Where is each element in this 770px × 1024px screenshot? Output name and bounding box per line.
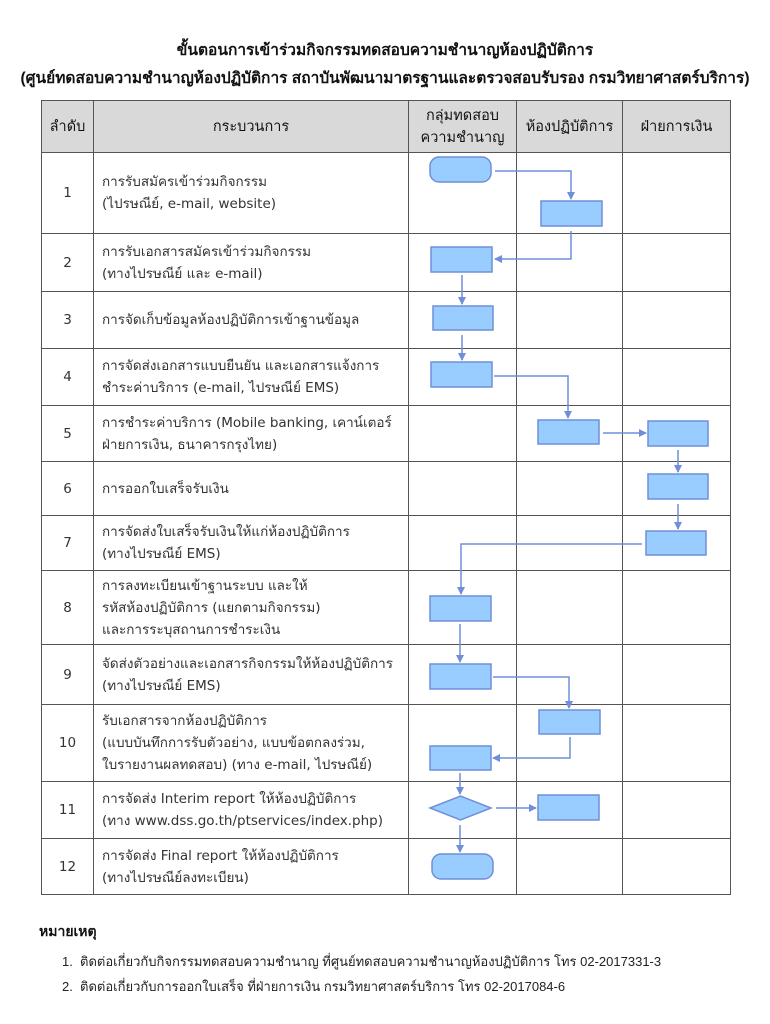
process-line: ชำระค่าบริการ (e-mail, ไปรษณีย์ EMS) [102,380,340,396]
lane-finance [623,645,731,705]
process-line: การจัดเก็บข้อมูลห้องปฏิบัติการเข้าฐานข้อมูล [102,312,360,328]
lane-lab [517,234,623,292]
table-row [42,406,731,462]
row-process [94,645,409,705]
lane-pt-group [409,292,517,349]
process-line: การจัดส่ง Interim report ให้ห้องปฏิบัติการ [102,791,357,807]
process-line: (ทาง www.dss.go.th/ptservices/index.php) [102,813,384,829]
row-number: 5 [42,406,94,462]
lane-finance [623,462,731,516]
lane-finance [623,292,731,349]
process-line: และการระบุสถานการชำระเงิน [102,621,281,638]
process-line: (ทางไปรษณีย์ EMS) [102,677,221,694]
lane-pt-group [409,349,517,406]
table-row [42,153,731,234]
lane-lab [517,705,623,782]
notes-heading: หมายเหตุ [39,923,97,939]
lane-pt-group [409,234,517,292]
lane-lab [517,571,623,645]
table-row [42,516,731,571]
row-process [94,349,409,406]
header-pt-group-line2: ความชำนาญ [420,129,505,146]
table-row [42,839,731,895]
lane-finance [623,782,731,839]
page-subtitle: (ศูนย์ทดสอบความชำนาญห้องปฏิบัติการ สถาบันพัฒนามาตรฐานและตรวจสอบรับรอง กรมวิทยาศาสตร์บริการ) [20,70,750,87]
process-line: การจัดส่งใบเสร็จรับเงินให้แก่ห้องปฏิบัติการ [102,524,350,540]
notes-list [62,949,661,999]
process-line: ฝ่ายการเงิน, ธนาคารกรุงไทย) [102,436,278,453]
lane-lab [517,516,623,571]
process-line: (ไปรษณีย์, e-mail, website) [102,196,277,212]
row-number: 7 [42,516,94,571]
row-process [94,571,409,645]
row-process [94,406,409,462]
row-number: 3 [42,292,94,349]
process-line: (แบบบันทึกการรับตัวอย่าง, แบบข้อตกลงร่วม, [102,735,365,751]
lane-pt-group [409,782,517,839]
row-process [94,782,409,839]
header-pt-group [409,101,517,153]
lane-pt-group [409,645,517,705]
row-number: 1 [42,153,94,234]
lane-pt-group [409,705,517,782]
row-process [94,153,409,234]
process-line: การออกใบเสร็จรับเงิน [102,480,229,497]
lane-finance [623,153,731,234]
lane-lab [517,406,623,462]
note-text: ติดต่อเกี่ยวกับกิจกรรมทดสอบความชำนาญ ที่ศูนย์ทดสอบความชำนาญห้องปฏิบัติการ โทร 02-2017331-3 [80,954,662,969]
row-number: 9 [42,645,94,705]
process-line: ใบรายงานผลทดสอบ) (ทาง e-mail, ไปรษณีย์) [102,757,373,773]
table-row [42,234,731,292]
process-line: รับเอกสารจากห้องปฏิบัติการ [102,713,268,729]
process-line: การจัดส่ง Final report ให้ห้องปฏิบัติการ [102,847,339,864]
row-process [94,705,409,782]
lane-pt-group [409,462,517,516]
row-process [94,839,409,895]
header-lab: ห้องปฏิบัติการ [517,101,623,153]
lane-lab [517,645,623,705]
row-number: 10 [42,705,94,782]
process-line: การรับสมัครเข้าร่วมกิจกรรม [102,174,268,190]
table-row [42,462,731,516]
note-item [62,974,661,999]
row-process [94,462,409,516]
table-header-row [42,101,731,153]
lane-pt-group [409,153,517,234]
process-line: (ทางไปรษณีย์ลงทะเบียน) [102,869,249,886]
lane-finance [623,406,731,462]
row-number: 11 [42,782,94,839]
process-line: การชำระค่าบริการ (Mobile banking, เคาน์เตอร์ [102,414,392,431]
lane-lab [517,292,623,349]
lane-finance [623,234,731,292]
lane-pt-group [409,839,517,895]
lane-pt-group [409,516,517,571]
header-seq: ลำดับ [42,101,94,153]
note-item [62,949,661,974]
lane-finance [623,349,731,406]
process-line: จัดส่งตัวอย่างและเอกสารกิจกรรมให้ห้องปฏิบัติการ [102,655,393,672]
lane-finance [623,571,731,645]
process-line: การลงทะเบียนเข้าฐานระบบ และให้ [102,577,308,594]
note-number: 2. [62,979,73,994]
note-number: 1. [62,954,73,969]
lane-finance [623,516,731,571]
table-row [42,292,731,349]
row-number: 8 [42,571,94,645]
page-title: ขั้นตอนการเข้าร่วมกิจกรรมทดสอบความชำนาญห้องปฏิบัติการ [176,42,594,59]
lane-finance [623,705,731,782]
lane-lab [517,153,623,234]
table-row [42,571,731,645]
lane-lab [517,839,623,895]
table-row [42,349,731,406]
row-process [94,516,409,571]
row-process [94,292,409,349]
lane-lab [517,462,623,516]
process-line: การจัดส่งเอกสารแบบยืนยัน และเอกสารแจ้งการ [102,358,380,374]
process-line: การรับเอกสารสมัครเข้าร่วมกิจกรรม [102,243,312,260]
process-line: (ทางไปรษณีย์ EMS) [102,546,221,562]
table-row [42,645,731,705]
row-process [94,234,409,292]
table-row [42,705,731,782]
process-table [41,100,731,895]
row-number: 2 [42,234,94,292]
row-number: 6 [42,462,94,516]
note-text: ติดต่อเกี่ยวกับการออกใบเสร็จ ที่ฝ่ายการเงิน กรมวิทยาศาสตร์บริการ โทร 02-2017084-6 [80,979,566,994]
row-number: 12 [42,839,94,895]
process-line: (ทางไปรษณีย์ และ e-mail) [102,265,263,282]
header-pt-group-line1: กลุ่มทดสอบ [426,107,499,124]
row-number: 4 [42,349,94,406]
lane-lab [517,349,623,406]
header-process: กระบวนการ [94,101,409,153]
lane-finance [623,839,731,895]
lane-pt-group [409,571,517,645]
lane-pt-group [409,406,517,462]
lane-lab [517,782,623,839]
table-row [42,782,731,839]
process-line: รหัสห้องปฏิบัติการ (แยกตามกิจกรรม) [102,599,321,616]
header-finance: ฝ่ายการเงิน [623,101,731,153]
